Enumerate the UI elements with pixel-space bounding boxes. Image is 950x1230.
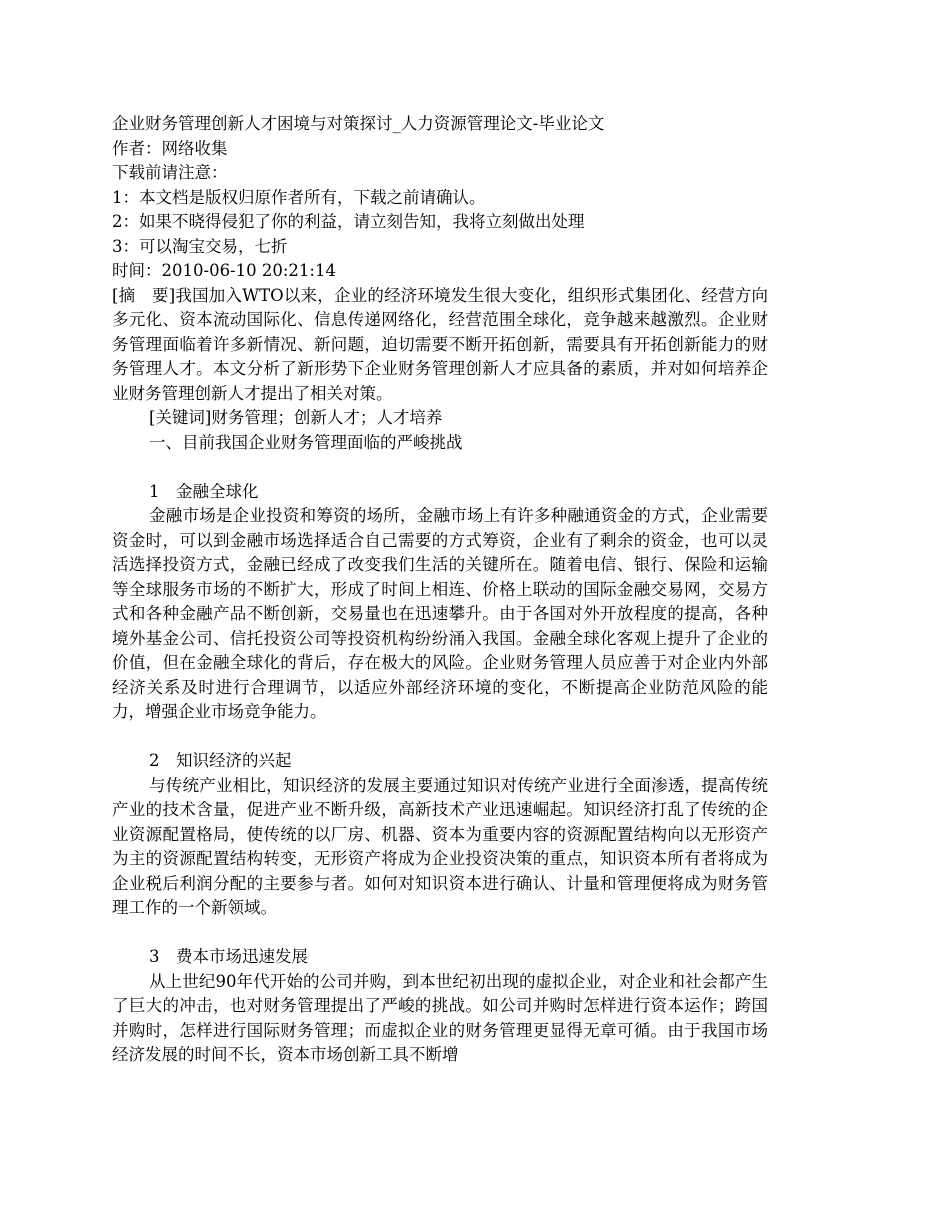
blank-line <box>112 921 768 946</box>
body-paragraph: 与传统产业相比，知识经济的发展主要通过知识对传统产业进行全面渗透，提高传统产业的技术含量，促进产业不断升级，高新技术产业迅速崛起。知识经济打乱了传统的企业资源配置格局，使传统的以厂房、机器、资本为重要内容的资源配置结构向以无形资产为主的资源配置结构转变，无形资产将成为企业投资决策的重点，知识资本所有者将成为企业税后利润分配的主要参与者。如何对知识资本进行确认、计量和管理便将成为财务管理工作的一个新领域。 <box>112 775 768 917</box>
body-paragraph: 金融市场是企业投资和筹资的场所，金融市场上有许多种融通资金的方式，企业需要资金时，可以到金融市场选择适合自己需要的方式筹资，企业有了剩余的资金，也可以灵活选择投资方式，金融已经成了改变我们生活的关键所在。随着电信、银行、保险和运输等全球服务市场的不断扩大，形成了时间上相连、价格上联动的国际金融交易网，交易方式和各种金融产品不断创新，交易量也在迅速攀升。由于各国对外开放程度的提高，各种境外基金公司、信托投资公司等投资机构纷纷涌入我国。金融全球化客观上提升了企业的价值，但在金融全球化的背后，存在极大的风险。企业财务管理人员应善于对企业内外部经济关系及时进行合理调节，以适应外部经济环境的变化，不断提高企业防范风险的能力，增强企业市场竞争能力。 <box>112 506 768 721</box>
body-paragraph: 从上世纪90年代开始的公司并购，到本世纪初出现的虚拟企业，对企业和社会都产生了巨大的冲击，也对财务管理提出了严峻的挑战。如公司并购时怎样进行资本运作；跨国并购时，怎样进行国际财务管理；而虚拟企业的财务管理更显得无章可循。由于我国市场经济发展的时间不长，资本市场创新工具不断增 <box>112 971 768 1064</box>
keywords-line: [关键词]财务管理；创新人才；人才培养 <box>149 408 443 427</box>
subsection-heading: 2 知识经济的兴起 <box>149 751 292 770</box>
section-heading: 一、目前我国企业财务管理面临的严峻挑战 <box>149 432 463 452</box>
author-line: 作者：网络收集 <box>112 138 228 158</box>
timestamp-line: 时间：2010-06-10 20:21:14 <box>112 261 336 280</box>
subsection-heading: 1 金融全球化 <box>149 481 259 501</box>
blank-line <box>112 725 768 750</box>
document-title: 企业财务管理创新人才困境与对策探讨_人力资源管理论文-毕业论文 <box>112 114 605 133</box>
notice-item: 3：可以淘宝交易，七折 <box>112 236 288 256</box>
blank-line <box>112 455 768 480</box>
notice-item: 1：本文档是版权归原作者所有，下载之前请确认。 <box>112 187 486 207</box>
document-page <box>112 112 768 1068</box>
notice-item: 2：如果不晓得侵犯了你的利益，请立刻告知，我将立刻做出处理 <box>112 212 585 231</box>
abstract-paragraph: [摘 要]我国加入WTO以来，企业的经济环境发生很大变化，组织形式集团化、经营方向多元化、资本流动国际化、信息传递网络化，经营范围全球化，竞争越来越激烈。企业财务管理面临着许多新情况、新问题，迫切需要不断开拓创新，需要具有开拓创新能力的财务管理人才。本文分析了新形势下企业财务管理创新人才应具备的素质，并对如何培养企业财务管理创新人才提出了相关对策。 <box>112 285 768 403</box>
notice-heading: 下载前请注意： <box>112 163 228 182</box>
subsection-heading: 3 费本市场迅速发展 <box>149 947 308 966</box>
